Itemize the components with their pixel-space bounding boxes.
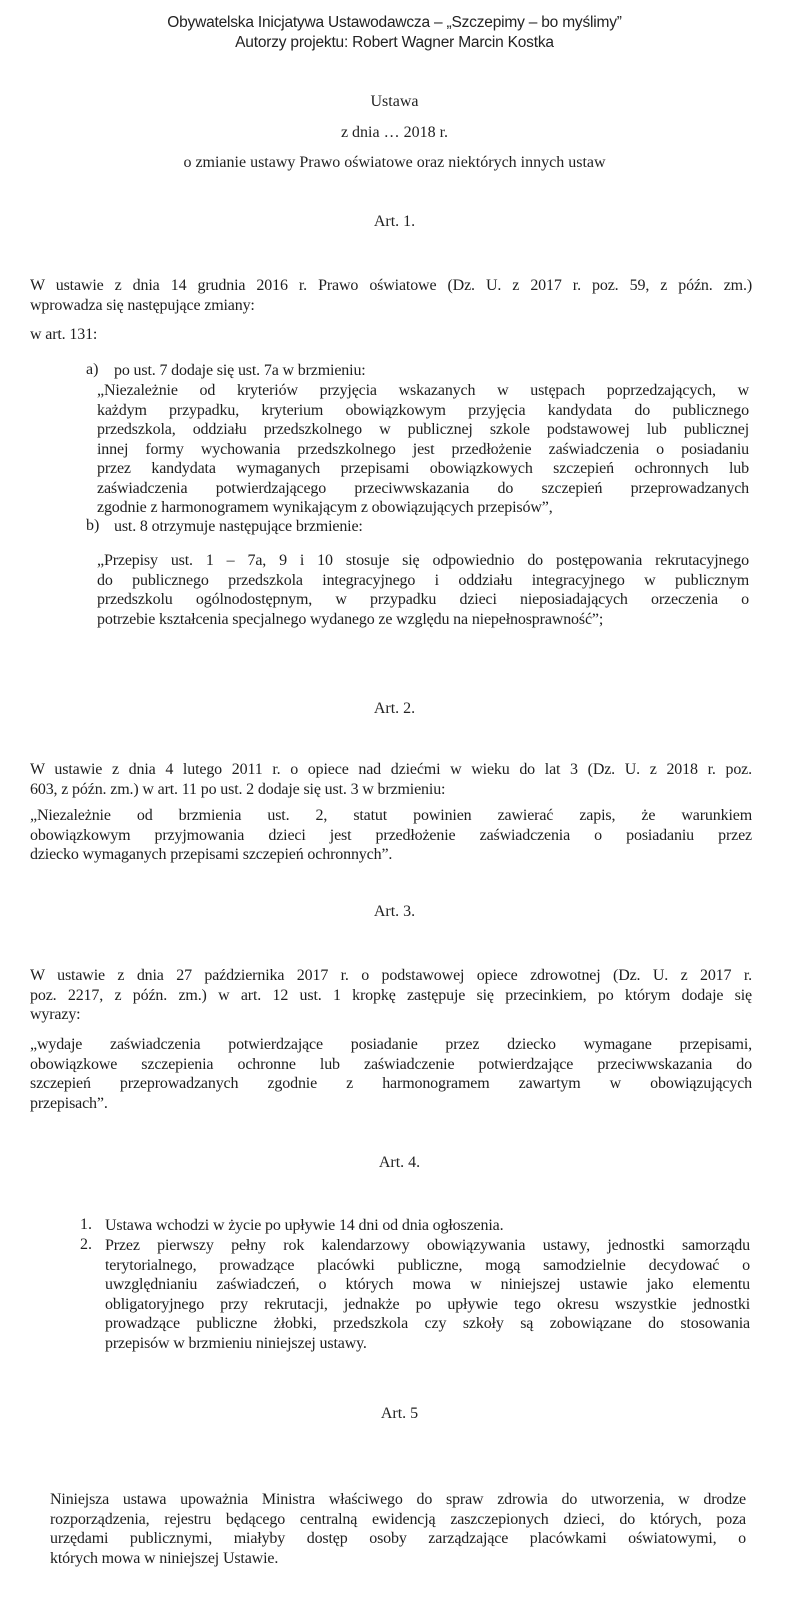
list-item-line: uwzględnianiu zaświadczeń, o których mowa w niniejszej ustawie jako elementu	[105, 1276, 750, 1293]
point-a-quote	[97, 381, 749, 518]
quote-line: dziecko wymaganych przepisami szczepień ochronnych”.	[30, 846, 393, 863]
quote-line: innej formy wychowania przedszkolnego jest przedłożenie zaświadczenia o posiadaniu	[97, 440, 749, 458]
art5-body-line: których mowa w niniejszej Ustawie.	[50, 1549, 279, 1567]
document-date: z dnia … 2018 r.	[340, 124, 449, 141]
quote-line: szczepień przeprowadzanych zgodnie z harmonogramem zawartym w obowiązujących	[30, 1075, 752, 1092]
list-item-line: Ustawa wchodzi w życie po upływie 14 dni od dnia ogłoszenia.	[105, 1217, 504, 1234]
art4-item-1	[105, 1216, 503, 1236]
list-item-line: przepisów w brzmieniu niniejszej ustawy.	[105, 1334, 367, 1352]
point-b-quote	[97, 551, 749, 629]
list-item-line: prowadzące publiczne żłobki, przedszkola czy szkoły są zobowiązane do stosowania	[105, 1315, 750, 1332]
quote-line: obowiązkowym przyjmowania dzieci jest przedłożenie zaświadczenia o posiadaniu przez	[30, 826, 752, 844]
quote-line: „Przepisy ust. 1 – 7a, 9 i 10 stosuje się odpowiednio do postępowania rekrutacyjnego	[97, 552, 749, 569]
quote-line: obowiązkowe szczepienia ochronne lub zaświadczenie potwierdzające przeciwwskazania do	[30, 1055, 752, 1073]
art5-heading: Art. 5	[380, 1405, 419, 1422]
art1-intro	[30, 276, 752, 315]
art3-intro-line: wyrazy:	[30, 1006, 81, 1023]
art5-body-line: Niniejsza ustawa upoważnia Ministra właściwego do spraw zdrowia do utworzenia, w drodze	[50, 1491, 746, 1508]
art1-intro-line: wprowadza się następujące zmiany:	[30, 296, 255, 314]
quote-line: do publicznego przedszkola integracyjnego i oddziału integracyjnego w publicznym	[97, 571, 749, 589]
quote-line: „wydaje zaświadczenia potwierdzające posiadanie przez dziecko wymagane przepisami,	[30, 1036, 752, 1053]
art2-heading: Art. 2.	[373, 700, 416, 717]
quote-line: zgodnie z harmonogramem wynikającym z obowiązujących przepisów”,	[97, 499, 553, 516]
point-b-marker: b)	[86, 517, 100, 534]
quote-line: przepisach”.	[30, 1094, 108, 1112]
quote-line: zaświadczenia potwierdzającego przeciwwskazania do szczepień przeprowadzanych	[97, 479, 749, 497]
quote-line: „Niezależnie od kryteriów przyjęcia wskazanych w ustępach poprzedzających, w	[97, 382, 749, 399]
list-item-line: Przez pierwszy pełny rok kalendarzowy obowiązywania ustawy, jednostki samorządu	[105, 1237, 750, 1254]
initiative-title: Obywatelska Inicjatywa Ustawodawcza – „Szczepimy – bo myślimy”	[167, 14, 622, 31]
quote-line: przedszkolu ogólnodostępnym, w przypadku dzieci nieposiadających orzeczenia o	[97, 591, 749, 608]
quote-line: przedszkola, oddziału przedszkolnego w publicznej szkole podstawowej lub publicznej	[97, 421, 749, 438]
point-b-label-text: ust. 8 otrzymuje następujące brzmienie:	[114, 518, 363, 535]
point-b-label	[114, 517, 363, 537]
art2-intro-line: W ustawie z dnia 4 lutego 2011 r. o opiece nad dziećmi w wieku do lat 3 (Dz. U. z 2018 r. poz.	[30, 761, 752, 778]
quote-line: „Niezależnie od brzmienia ust. 2, statut powinien zawierać zapis, że warunkiem	[30, 807, 752, 824]
art2-intro-line: 603, z późn. zm.) w art. 11 po ust. 2 dodaje się ust. 3 w brzmieniu:	[30, 780, 446, 798]
art5-body	[50, 1490, 746, 1568]
quote-line: potrzebie kształcenia specjalnego wydanego ze względu na niepełnosprawność”;	[97, 610, 604, 628]
art4-item-2-marker: 2.	[80, 1236, 92, 1253]
art1-heading: Art. 1.	[373, 213, 416, 230]
list-item-line: terytorialnego, prowadzące placówki publiczne, mogą samodzielnie decydować o	[105, 1256, 750, 1274]
art1-intro-line: W ustawie z dnia 14 grudnia 2016 r. Prawo oświatowe (Dz. U. z 2017 r. poz. 59, z późn. zm.)	[30, 277, 752, 294]
point-a-label	[114, 361, 366, 381]
art3-quote	[30, 1035, 752, 1113]
art5-body-line: urzędami publicznymi, miałyby dostęp osoby zarządzające placówkami oświatowymi, o	[50, 1530, 746, 1547]
art4-heading: Art. 4.	[378, 1154, 421, 1171]
list-item-line: obligatoryjnego przy rekrutacji, jednakże po upływie tego okresu wszystkie jednostki	[105, 1295, 750, 1313]
art2-intro	[30, 760, 752, 799]
quote-line: każdym przypadku, kryterium obowiązkowym przyjęcia kandydata do publicznego	[97, 401, 749, 419]
document-type: Ustawa	[370, 93, 419, 110]
art1-in-article	[30, 325, 97, 345]
quote-line: przez kandydata wymaganych przepisami obowiązkowych szczepień ochronnych lub	[97, 460, 749, 477]
art2-quote	[30, 806, 752, 865]
document-subject: o zmianie ustawy Prawo oświatowe oraz niektórych innych ustaw	[183, 154, 606, 171]
project-authors: Autorzy projektu: Robert Wagner Marcin Kostka	[235, 34, 554, 51]
point-a-label-text: po ust. 7 dodaje się ust. 7a w brzmieniu:	[114, 362, 366, 379]
art5-body-line: rozporządzenia, rejestru będącego centralną ewidencją zaszczepionych dzieci, do których, poza	[50, 1510, 746, 1528]
art4-item-1-marker: 1.	[80, 1216, 92, 1233]
point-a-marker: a)	[86, 361, 99, 378]
art3-heading: Art. 3.	[373, 903, 416, 920]
art1-in-article-text: w art. 131:	[30, 326, 98, 343]
art3-intro-line: poz. 2217, z późn. zm.) w art. 12 ust. 1 kropkę zastępuje się przecinkiem, po którym dodaje się	[30, 986, 752, 1004]
art3-intro	[30, 966, 752, 1025]
art4-item-2	[105, 1236, 750, 1353]
art3-intro-line: W ustawie z dnia 27 października 2017 r. o podstawowej opiece zdrowotnej (Dz. U. z 2017 r.	[30, 967, 752, 984]
